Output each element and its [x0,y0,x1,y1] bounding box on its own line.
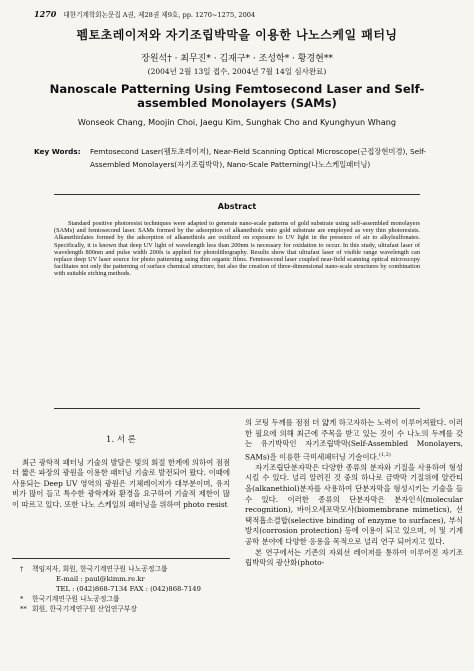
left-column [12,418,230,511]
footnote-line: 한국기계연구원 나노공정그룹 [32,595,120,603]
abstract-bottom-rule [54,408,420,409]
korean-authors: 장원석† · 최무진* · 김재구* · 조성학* · 황경현** [141,54,333,64]
page-number: 1270 [34,9,57,19]
footnote-phone: TEL : (042)868-7134 FAX : (042)868-7149 [56,585,201,593]
intro-paragraph-2: 자기조립단분자막은 다양한 종류의 분자와 기질을 사용하여 형성시킬 수 있다. 널리 알려진 것 중의 하나로 금박막 기질위에 알칸티올(alkanethiol)분자를 사용하여 단분자막을 형성시키는 기술을 들 수 있다. 이러한 종류의 단분자막은 분자인식(molecular recognition), 바이오세포막모사(biomembrane mimetics), 선택적흡소결합(selective binding of enzyme to surfaces), 부식방지(corrosion protection) 등에 이용이 되고 있으며, 이 및 기계공학 분야에 다양한 응용을 목적으로 널리 연구 되어지고 있다. [245,462,463,546]
footnote-mark: * [20,595,24,603]
footnote-mark: ** [20,605,27,613]
received-dates: (2004년 2월 13일 접수, 2004년 7월 14일 심사완료) [147,67,327,76]
section-heading-introduction: 1. 서 론 [106,435,136,445]
abstract-top-rule [54,194,420,195]
footnotes [20,564,230,614]
footnote-rule [12,558,230,559]
footnote-email: E-mail : paul@kimm.re.kr [56,575,145,583]
intro-paragraph-1-cont-text: 의 코팅 두께를 점점 더 얇게 하고자하는 노력이 이루어져왔다. 이러한 필요에 의해 최근에 주목을 받고 있는 것이 수 나노의 두께를 갖는 유기박막인 자기조립박막(Self-Assembled Monolayers, SAMs)을 이용한 극미세패터닝 기술이다. [245,418,463,462]
footnote-line: 회원, 한국기계연구원 산업연구부장 [32,605,137,613]
intro-paragraph-1: 최근 광학적 패터닝 기술의 발달은 빛의 회절 한계에 의하여 점점 더 짧은 파장의 광원을 이용한 패터닝 기술로 발전되어 왔다. 이때에 사용되는 Deep UV 영역의 광원은 기체레이저가 대부분이며, 유지비가 많이 들고 특수한 광학계와 환경을 요구하여 기술적 제한이 많이 따르고 있다. 또한 나노 스케일의 패터닝을 위하여 photo resist [12,457,230,509]
korean-title: 펨토초레이저와 자기조립박막을 이용한 나노스케일 패터닝 [76,28,398,42]
english-authors: Wonseok Chang, Moojin Choi, Jaegu Kim, Sunghak Cho and Kyunghyun Whang [77,117,397,127]
footnote-affiliation-2 [20,604,230,614]
keywords-label: Key Words: [34,147,81,156]
keywords-text: Femtosecond Laser(펨토초레이저), Near-Field Scanning Optical Microscope(근접장현미경), Self-Assembled Monolayers(자기조립박막), Nano-Scale Patterning(나노스케일패터닝) [90,147,426,169]
intro-paragraph-3: 본 연구에서는 기존의 자외선 레이저를 통하여 이루어진 자기조립박막의 광산화(photo- [245,547,463,568]
reference-citation: (1,2) [379,451,391,458]
abstract-heading: Abstract [217,202,257,211]
running-head [34,9,255,19]
footnote-line: 책임저자, 회원, 한국기계연구원 나노공정그룹 [32,565,168,573]
abstract-text: Standard positive photoresist techniques were adapted to generate nano-scale patterns of gold substrate using self-assembled monolayers (SAMs) and femtosecond laser. SAMs formed by the adsorption of alkanethiols onto gold substrate are employed as very thin photoresists. Alkanethiolates formed by the adsorption of alkanethiols are oxidized on exposure to UV light in the presence of air to alkylsulfonates. Specifically, it is known that deep UV light of wavelength less than 200nm is necessary for oxidation to occur. In this study, ultrafast laser of wavelength 800nm and pulse width 200fs is applied for photolithography. Results show that ultrafast laser of visible range wavelength can replace deep UV laser source for photo patterning using thin organic films. Femtosecond laser coupled near-field scanning optical microscopy facilitates not only the patterning of surface chemical structure, but also the creation of three-dimensional nano-scale structures by combination with suitable etching methods. [54,220,420,278]
footnote-affiliation [20,594,230,604]
journal-citation: 대한기계학회논문집 A권, 제28권 제9호, pp. 1270~1275, 2004 [63,11,256,19]
footnote-mark: † [20,565,24,573]
footnote-corresponding [20,564,230,594]
right-column [245,418,463,569]
english-title: Nanoscale Patterning Using Femtosecond Laser and Self-assembled Monolayers (SAMs) [49,82,425,110]
intro-paragraph-1-cont [245,418,463,463]
